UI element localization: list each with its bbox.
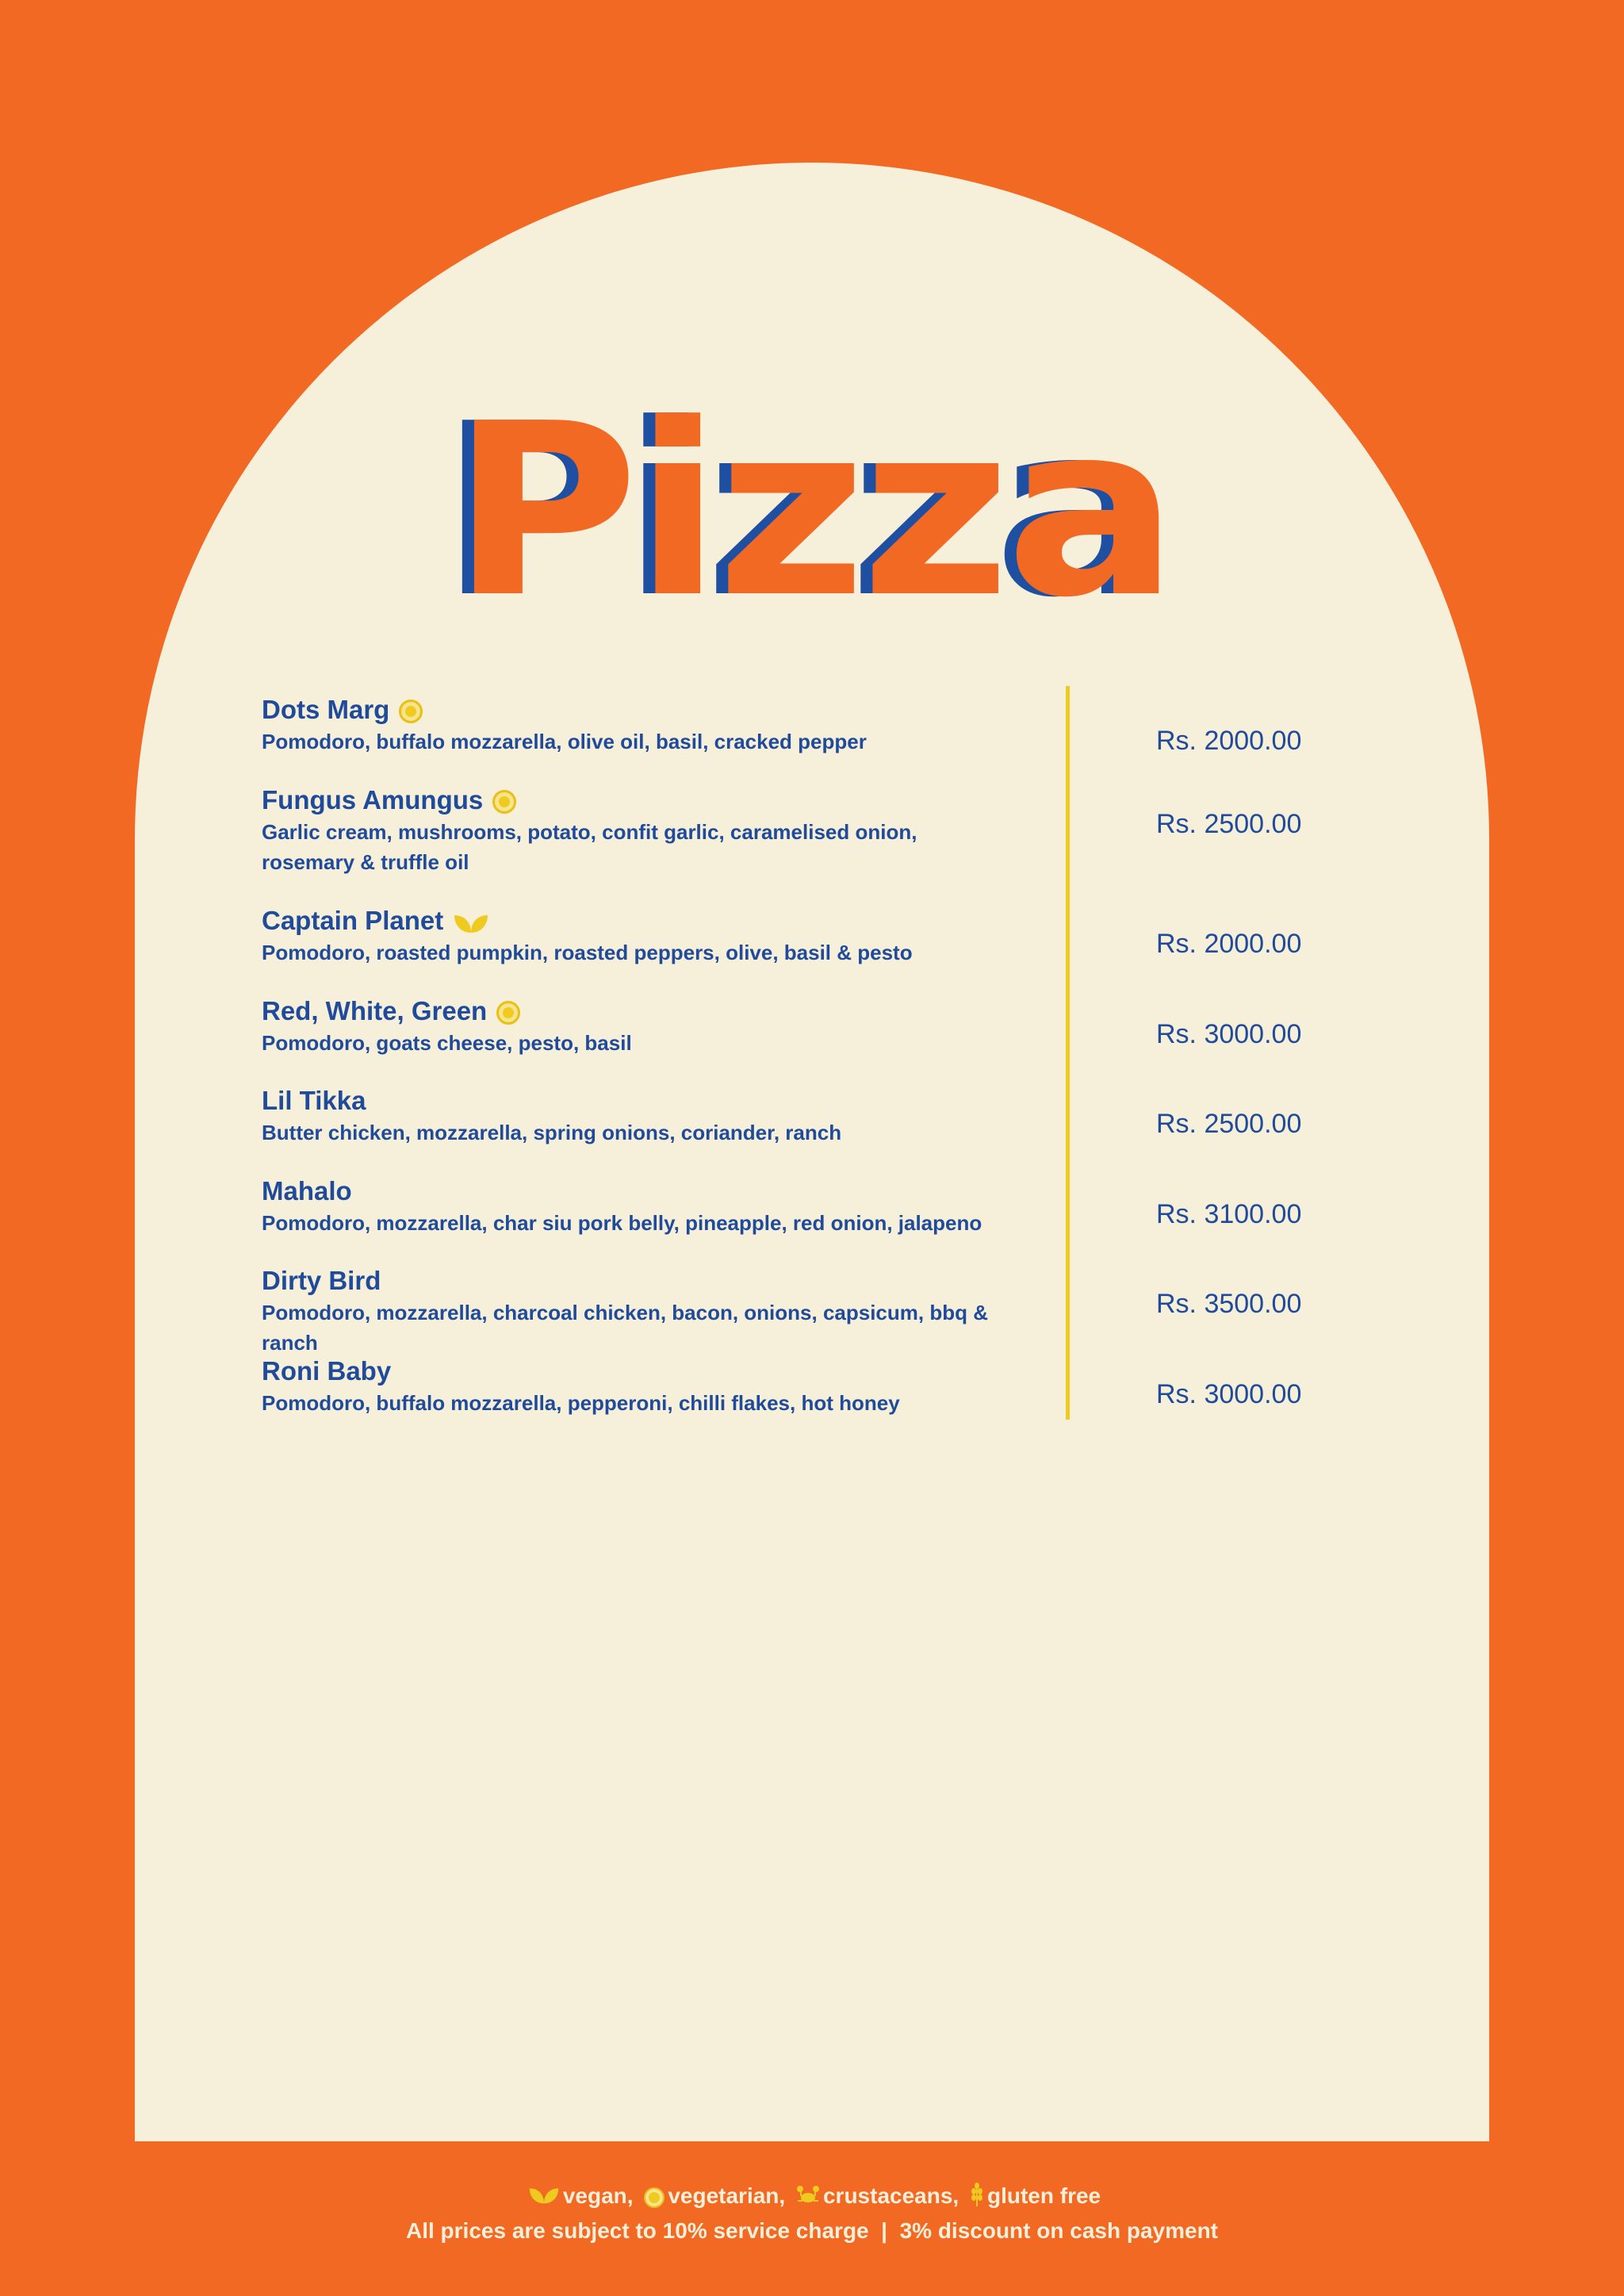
- vegetarian-icon: [492, 790, 516, 814]
- item-price: Rs. 3000.00: [1156, 1019, 1302, 1049]
- item-description: Pomodoro, mozzarella, char siu pork belly, pineapple, red onion, jalapeno: [262, 1211, 982, 1235]
- item-name-text: Captain Planet: [262, 906, 444, 935]
- vegetarian-icon: [399, 700, 423, 723]
- item-description: Pomodoro, roasted pumpkin, roasted peppers, olive, basil & pesto: [262, 941, 913, 964]
- item-price: Rs. 3500.00: [1156, 1289, 1302, 1319]
- item-price: Rs. 3000.00: [1156, 1379, 1302, 1409]
- vegan-icon: [453, 910, 489, 934]
- vegan-icon: [528, 2184, 560, 2210]
- item-description: Butter chicken, mozzarella, spring onions, coriander, ranch: [262, 1121, 842, 1144]
- vegetarian-icon: [496, 1001, 520, 1025]
- legend-gluten-free: gluten free: [986, 2183, 1101, 2208]
- item-name: Lil Tikka: [262, 1086, 366, 1115]
- item-price: Rs. 2000.00: [1156, 929, 1302, 959]
- item-description: Pomodoro, buffalo mozzarella, pepperoni, chilli flakes, hot honey: [262, 1391, 900, 1415]
- price-note: All prices are subject to 10% service charge | 3% discount on cash payment: [406, 2218, 1218, 2243]
- item-price: Rs. 2500.00: [1156, 809, 1302, 839]
- title-container: [0, 373, 1624, 650]
- item-name: Dirty Bird: [262, 1266, 381, 1295]
- item-name: Mahalo: [262, 1176, 352, 1205]
- dietary-legend: [0, 2183, 1624, 2212]
- legend-vegetarian: vegetarian,: [668, 2183, 786, 2208]
- item-price: Rs. 2500.00: [1156, 1109, 1302, 1139]
- item-description: Pomodoro, goats cheese, pesto, basil: [262, 1031, 632, 1055]
- item-name: [262, 693, 1388, 726]
- item-name-text: Red, White, Green: [262, 996, 488, 1025]
- wheat-icon: [970, 2183, 984, 2212]
- legend-crustaceans: crustaceans,: [822, 2183, 959, 2208]
- crab-icon: [796, 2184, 820, 2210]
- item-name-text: Dots Marg: [262, 695, 390, 724]
- vegetarian-icon: [644, 2187, 665, 2208]
- item-description: Pomodoro, buffalo mozzarella, olive oil, basil, cracked pepper: [262, 730, 867, 753]
- item-price: Rs. 3100.00: [1156, 1199, 1302, 1229]
- item-description: Garlic cream, mushrooms, potato, confit garlic, caramelised onion, rosemary & truffle oil: [262, 820, 917, 874]
- item-name: Roni Baby: [262, 1356, 392, 1386]
- item-price: Rs. 2000.00: [1156, 726, 1302, 756]
- item-name-text: Fungus Amungus: [262, 785, 484, 815]
- menu-title: Pizza: [450, 373, 1174, 650]
- item-description: Pomodoro, mozzarella, charcoal chicken, bacon, onions, capsicum, bbq & ranch: [262, 1301, 988, 1355]
- legend-vegan: vegan,: [562, 2183, 634, 2208]
